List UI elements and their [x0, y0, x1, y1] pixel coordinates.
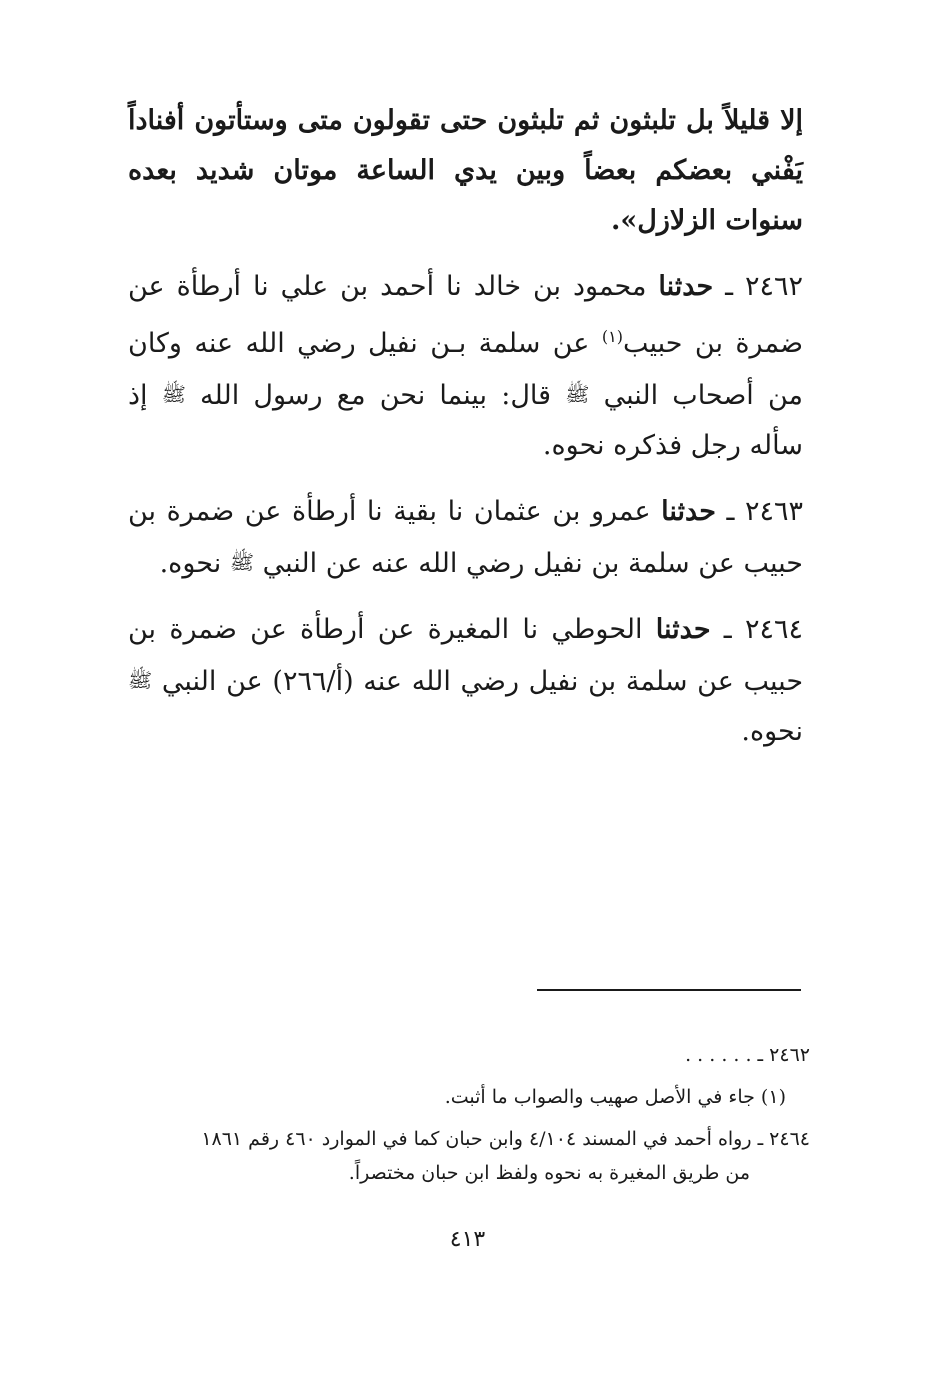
footnote-separator	[537, 989, 801, 991]
hadith-2464	[128, 605, 803, 757]
honorific-glyph: ﷺ	[565, 382, 590, 406]
hadith-text: عن سلمة بـن نفيل رضي الله عنه وكان من أصحاب النبي	[128, 328, 803, 411]
haddathana-word: حدثنا	[658, 271, 714, 302]
hadith-2463	[128, 487, 803, 589]
footnote-note-1: (١) جاء في الأصل صهيب والصواب ما أثبت.	[444, 1086, 786, 1108]
footnote-marker: (١)	[601, 327, 623, 346]
haddathana-word: حدثنا	[655, 614, 711, 645]
honorific-glyph: ﷺ	[161, 382, 186, 406]
hadith-text: إذ سأله رجل فذكره نحوه.	[128, 380, 803, 461]
hadith-text: عمرو بن عثمان نا بقية نا أرطأة عن ضمرة بن حبيب عن سلمة بن نفيل رضي الله عنه عن النبي	[128, 496, 803, 579]
hadith-text: قال: بينما نحن مع رسول الله	[200, 380, 552, 411]
page-number: ٤١٣	[449, 1227, 486, 1252]
main-text	[128, 96, 803, 773]
hadith-2462	[128, 262, 803, 471]
honorific-glyph: ﷺ	[229, 550, 254, 574]
hadith-text: محمود بن خالد نا أحمد بن علي نا أرطأة عن ضمرة بن حبيب	[128, 271, 803, 359]
hadith-number: ٢٤٦٤ ـ	[723, 614, 803, 645]
hadith-number: ٢٤٦٣ ـ	[726, 496, 803, 527]
hadith-text: الحوطي نا المغيرة عن أرطأة عن ضمرة بن حبيب عن سلمة بن نفيل رضي الله عنه (أ/٢٦٦) عن النبي	[128, 614, 804, 697]
hadith-text: نحوه.	[159, 548, 222, 579]
footnote-2462: ٢٤٦٢ ـ . . . . . .	[685, 1044, 810, 1066]
continuation-text: إلا قليلاً بل تلبثون ثم تلبثون حتى تقولون متى وستأتون أفناداً يَفْني بعضكم بعضاً وبين يدي الساعة موتان شديد بعده سنوات الزلازل».	[128, 105, 803, 236]
hadith-continuation	[128, 96, 803, 246]
footnote-2464-continued: من طريق المغيرة به نحوه ولفظ ابن حبان مختصراً.	[348, 1162, 750, 1184]
hadith-number: ٢٤٦٢ ـ	[725, 271, 803, 302]
footnotes	[120, 1038, 810, 1198]
footnote-2464: ٢٤٦٤ ـ رواه أحمد في المسند ٤/١٠٤ وابن حبان كما في الموارد ٤٦٠ رقم ١٨٦١	[201, 1128, 810, 1150]
honorific-glyph: ﷺ	[128, 668, 153, 692]
haddathana-word: حدثنا	[661, 496, 716, 527]
hadith-text: نحوه.	[741, 716, 803, 747]
